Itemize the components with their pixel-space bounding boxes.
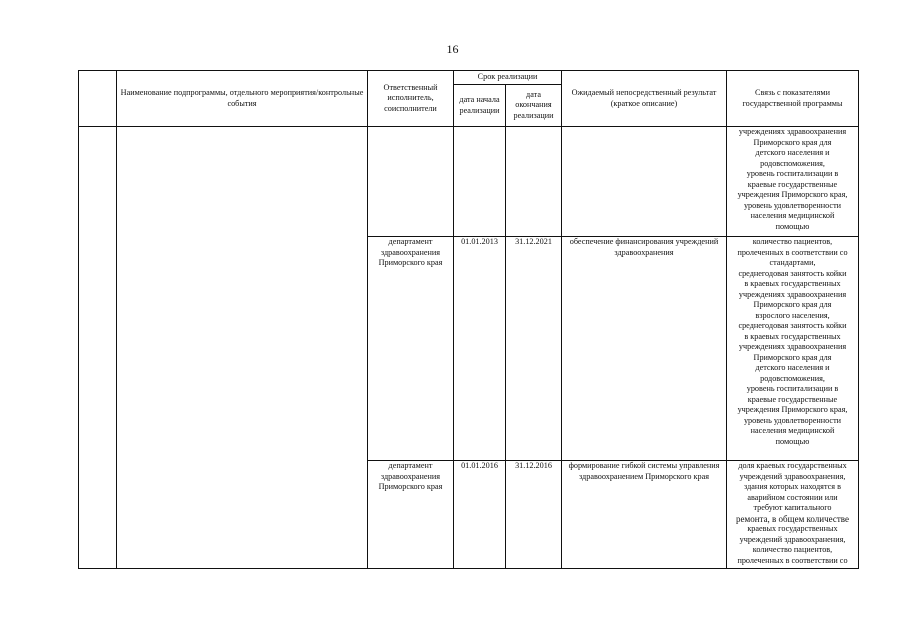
link-line: количество пациентов, [752,545,833,554]
name-cell [117,127,368,569]
link-line: уровень удовлетворенности [743,200,842,210]
number-cell [79,127,117,569]
page-number: 16 [446,42,459,56]
header-term: Срок реализации [454,71,562,85]
link-indicators-cell [727,237,859,461]
responsible-cell: департамент здравоохранения Приморского края [368,461,454,569]
header-responsible: Ответственный исполнитель, соисполнители [368,71,454,127]
link-line: требуют капитального [753,503,832,512]
link-line: среднегодовая занятость койки [738,268,847,278]
table-row [79,127,859,237]
link-line: учреждениях здравоохранения [738,127,847,136]
start-date-cell: 01.01.2013 [454,237,506,461]
link-line: учреждений здравоохранения, [739,534,846,544]
link-line: Приморского края для [753,137,832,147]
link-line: учреждениях здравоохранения [738,289,847,299]
link-line: в краевых государственных [744,279,841,288]
header-name: Наименование подпрограммы, отдельного мероприятия/контрольные события [117,71,368,127]
end-date-cell: 31.12.2021 [506,237,562,461]
link-line: доля краевых государственных [738,461,847,470]
header-link-indicators: Связь с показателями государственной программы [727,71,859,127]
link-line: уровень госпитализации в [746,169,839,178]
link-line: учреждений здравоохранения, [739,471,846,481]
link-line: населения медицинской [750,211,835,220]
start-date-cell [454,127,506,237]
link-indicators-cell [727,127,859,237]
link-line: пролеченных в соответствии со [737,247,848,257]
link-line: помощью [775,436,810,446]
link-line: краевые государственные [747,179,838,189]
link-line: помощью [775,221,810,231]
link-line: здания которых находятся в [744,482,841,491]
link-line: учреждения Приморского края, [737,405,848,414]
link-line: краевых государственных [747,524,838,533]
header-end-date: дата окончания реализации [506,85,562,127]
link-line: учреждениях здравоохранения [738,342,847,351]
link-line: количество пациентов, [752,237,833,246]
link-indicators-cell [727,461,859,569]
link-line: родовспоможения, [760,158,825,168]
link-line: родовспоможения, [760,373,825,383]
program-table [78,70,859,569]
link-line: среднегодовая занятость койки [738,321,847,330]
link-line: уровень удовлетворенности [743,415,842,425]
end-date-cell: 31.12.2016 [506,461,562,569]
program-table-container [78,70,859,569]
expected-result-cell: обеспечение финансирования учреждений здравоохранения [562,237,727,461]
header-expected-result: Ожидаемый непосредственный результат (краткое описание) [562,71,727,127]
link-line: ремонта, в общем количестве [736,513,849,524]
expected-result-cell: формирование гибкой системы управления здравоохранением Приморского края [562,461,727,569]
end-date-cell [506,127,562,237]
header-start-date: дата начала реализации [454,85,506,127]
link-line: пролеченных в соответствии со [737,555,848,565]
link-line: детского населения и [755,148,830,157]
link-line: аварийном состоянии или [747,492,838,502]
link-line: Приморского края для [753,352,832,362]
header-number-cell [79,71,117,127]
responsible-cell [368,127,454,237]
link-line: Приморского края для [753,300,832,309]
link-line: населения медицинской [750,426,835,435]
link-line: в краевых государственных [744,331,841,341]
responsible-cell: департамент здравоохранения Приморского края [368,237,454,461]
expected-result-cell [562,127,727,237]
link-line: взрослого населения, [755,310,830,320]
link-line: стандартами, [769,258,816,267]
link-line: детского населения и [755,363,830,372]
link-line: краевые государственные [747,394,838,404]
link-line: уровень госпитализации в [746,384,839,393]
start-date-cell: 01.01.2016 [454,461,506,569]
link-line: учреждения Приморского края, [737,190,848,199]
